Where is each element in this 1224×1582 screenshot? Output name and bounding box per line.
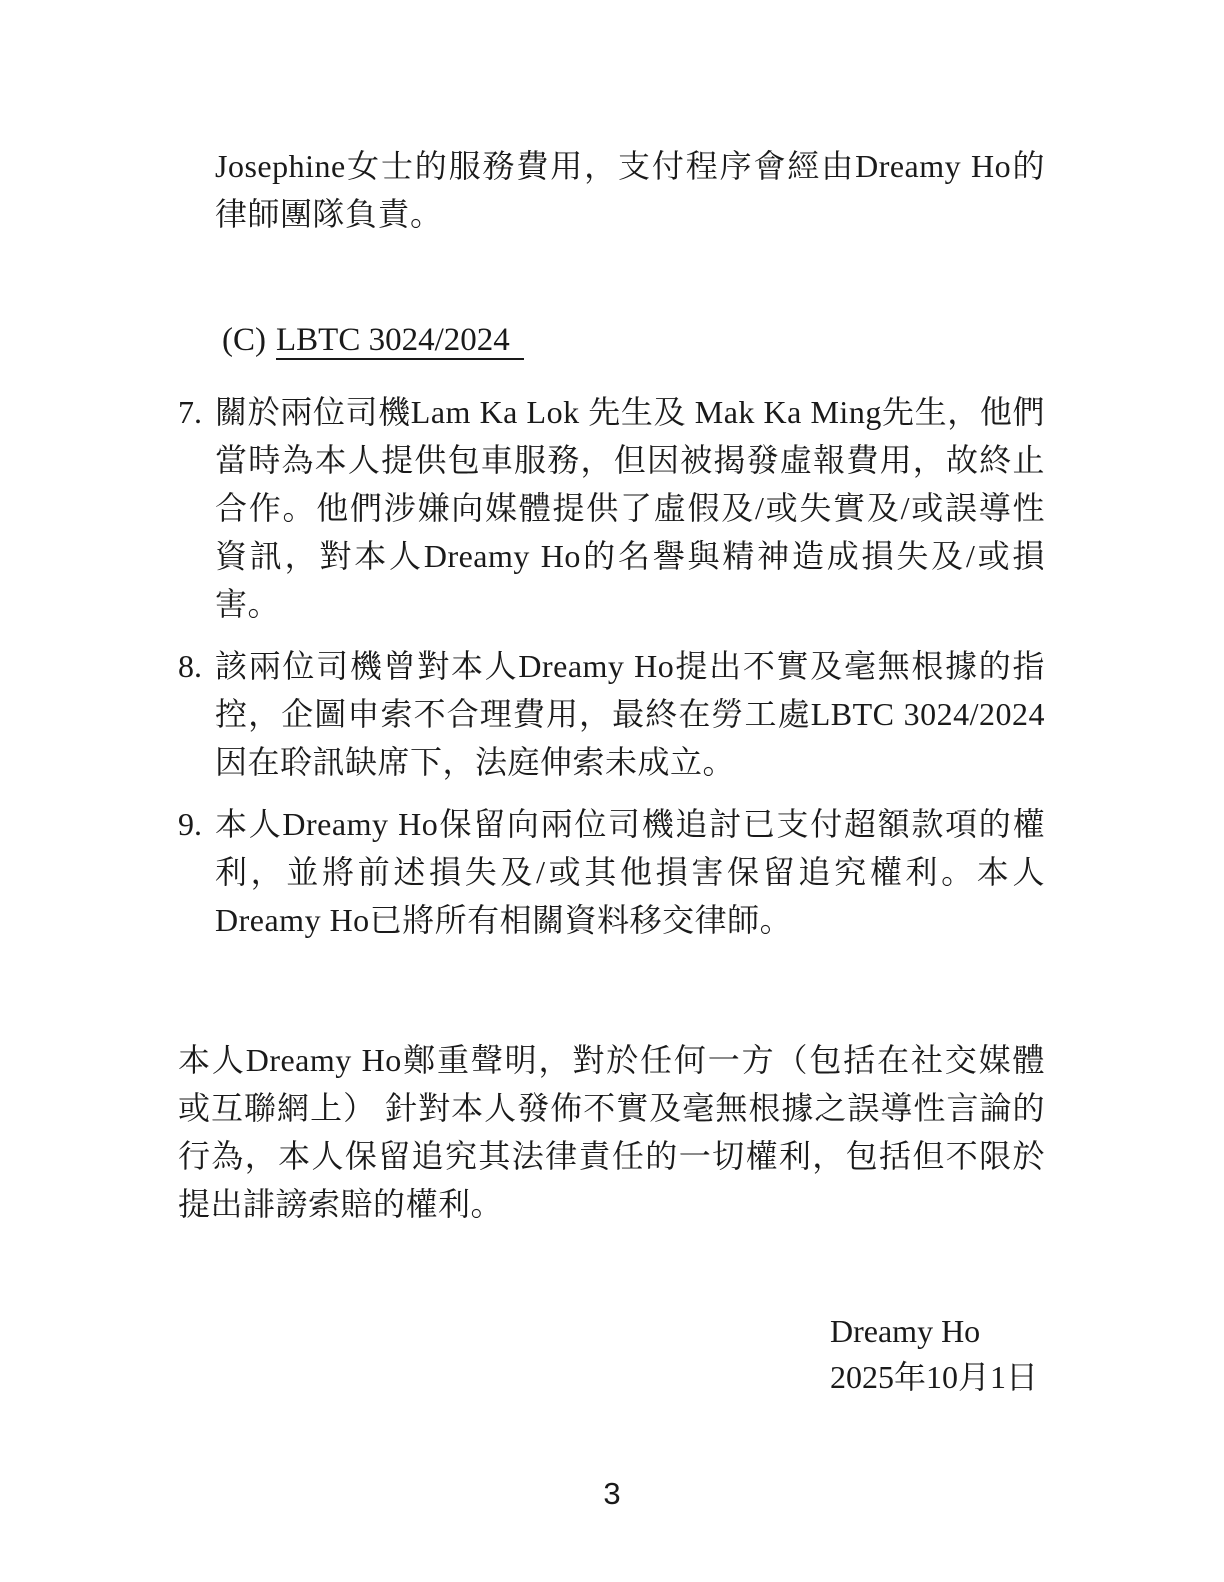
signature-block xyxy=(830,1308,1045,1400)
page-number: 3 xyxy=(603,1476,621,1511)
item-9-text: 本人Dreamy Ho保留向兩位司機追討已支付超額款項的權利，並將前述損失及/或其他損害保留追究權利。本人Dreamy Ho已將所有相關資料移交律師。 xyxy=(215,806,1045,938)
section-c-heading xyxy=(222,316,1045,364)
list-item-7 xyxy=(178,388,1045,628)
list-item-9 xyxy=(178,800,1045,944)
item-7-number: 7. xyxy=(178,394,202,430)
closing-paragraph: 本人Dreamy Ho鄭重聲明，對於任何一方（包括在社交媒體或互聯網上） 針對本人發佈不實及毫無根據之誤導性言論的行為，本人保留追究其法律責任的一切權利，包括但不限於提出誹謗索賠的權利。 xyxy=(178,1042,1045,1222)
continuation-paragraph: Josephine女士的服務費用，支付程序會經由Dreamy Ho的律師團隊負責。 xyxy=(215,148,1045,232)
numbered-list xyxy=(178,388,1045,944)
section-c-label: (C) xyxy=(222,322,266,358)
signature-date: 2025年10月1日 xyxy=(830,1359,1039,1395)
section-c-case-reference: LBTC 3024/2024 xyxy=(276,322,524,360)
signature-name: Dreamy Ho xyxy=(830,1313,981,1349)
item-8-number: 8. xyxy=(178,648,202,684)
item-8-text: 該兩位司機曾對本人Dreamy Ho提出不實及毫無根據的指控，企圖申索不合理費用，最終在勞工處LBTC 3024/2024 因在聆訊缺席下，法庭伸索未成立。 xyxy=(215,648,1045,780)
list-item-8 xyxy=(178,642,1045,786)
item-9-number: 9. xyxy=(178,806,202,842)
item-7-text: 關於兩位司機Lam Ka Lok 先生及 Mak Ka Ming先生，他們當時為本人提供包車服務，但因被揭發虛報費用，故終止合作。他們涉嫌向媒體提供了虛假及/或失實及/或誤導性資訊，對本人Dreamy Ho的名譽與精神造成損失及/或損害。 xyxy=(215,394,1045,622)
